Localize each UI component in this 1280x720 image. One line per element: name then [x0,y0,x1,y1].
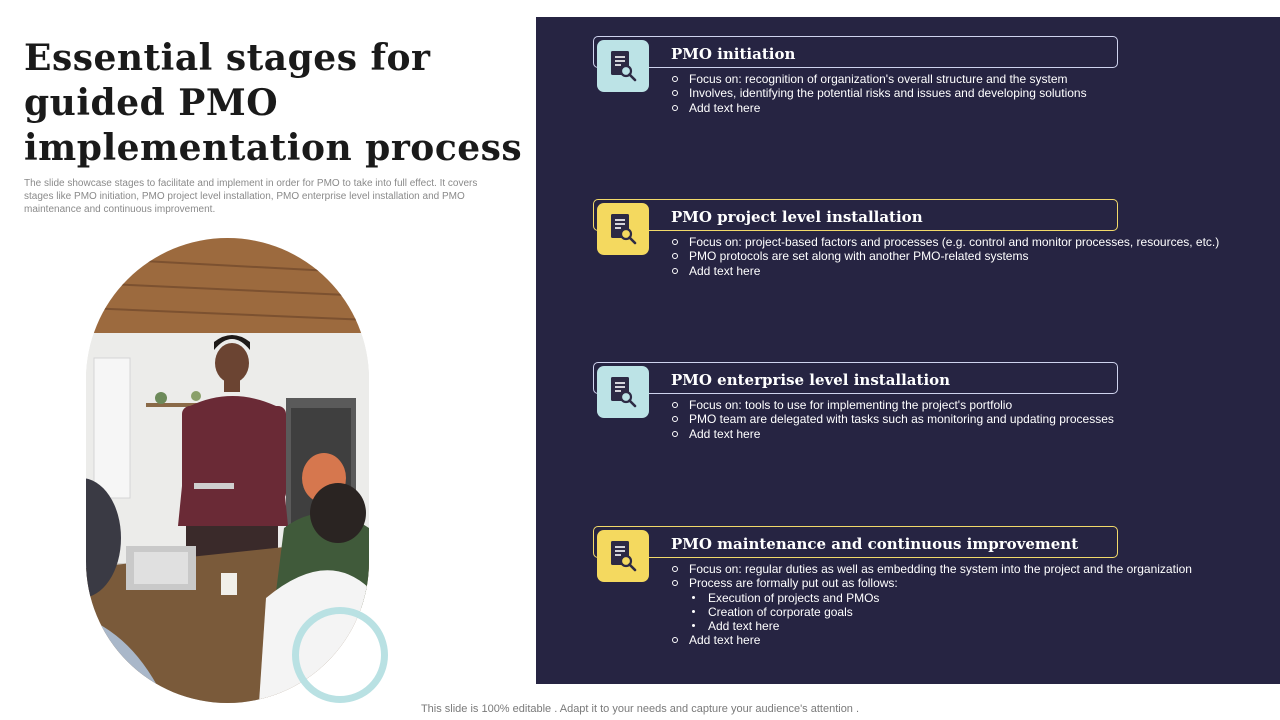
list-item: Involves, identifying the potential risks and issues and developing solutions [671,86,1087,100]
document-search-icon [597,530,649,582]
list-item: Add text here [671,619,1192,633]
slide-title: Essential stages for guided PMO implementation process [24,37,523,169]
list-item: Focus on: project-based factors and processes (e.g. control and monitor processes, resources, etc.) [671,235,1219,249]
list-item: Add text here [671,101,1087,115]
stage-title: PMO initiation [671,45,796,63]
stage-title: PMO maintenance and continuous improvement [671,535,1079,553]
stage-bullets [671,235,1219,278]
stage-bullets [671,398,1114,441]
list-item: Add text here [671,264,1219,278]
stage-header [593,36,1118,68]
decorative-ring [292,607,388,703]
list-item: PMO team are delegated with tasks such as monitoring and updating processes [671,412,1114,426]
list-item: Execution of projects and PMOs [671,591,1192,605]
document-search-icon [597,366,649,418]
list-item: Add text here [671,427,1114,441]
document-search-icon [597,203,649,255]
document-search-icon [597,40,649,92]
slide-subtitle: The slide showcase stages to facilitate and implement in order for PMO to take into full effect. It covers stages like PMO initiation, PMO project level installation, PMO enterprise level installation and PMO maintenance and continuous improvement. [24,178,478,215]
stage-header [593,526,1118,558]
stage-bullets [671,562,1192,648]
slide-footer: This slide is 100% editable . Adapt it to your needs and capture your audience's attention . [420,703,860,715]
list-item: Focus on: recognition of organization's overall structure and the system [671,72,1087,86]
stage-title: PMO enterprise level installation [671,371,951,389]
list-item: Process are formally put out as follows: [671,576,1192,590]
list-item: Add text here [671,633,1192,647]
stage-header [593,362,1118,394]
list-item: Creation of corporate goals [671,605,1192,619]
stage-header [593,199,1118,231]
list-item: Focus on: regular duties as well as embedding the system into the project and the organization [671,562,1192,576]
list-item: PMO protocols are set along with another PMO-related systems [671,249,1219,263]
list-item: Focus on: tools to use for implementing the project's portfolio [671,398,1114,412]
stage-bullets [671,72,1087,115]
stage-title: PMO project level installation [671,208,923,226]
